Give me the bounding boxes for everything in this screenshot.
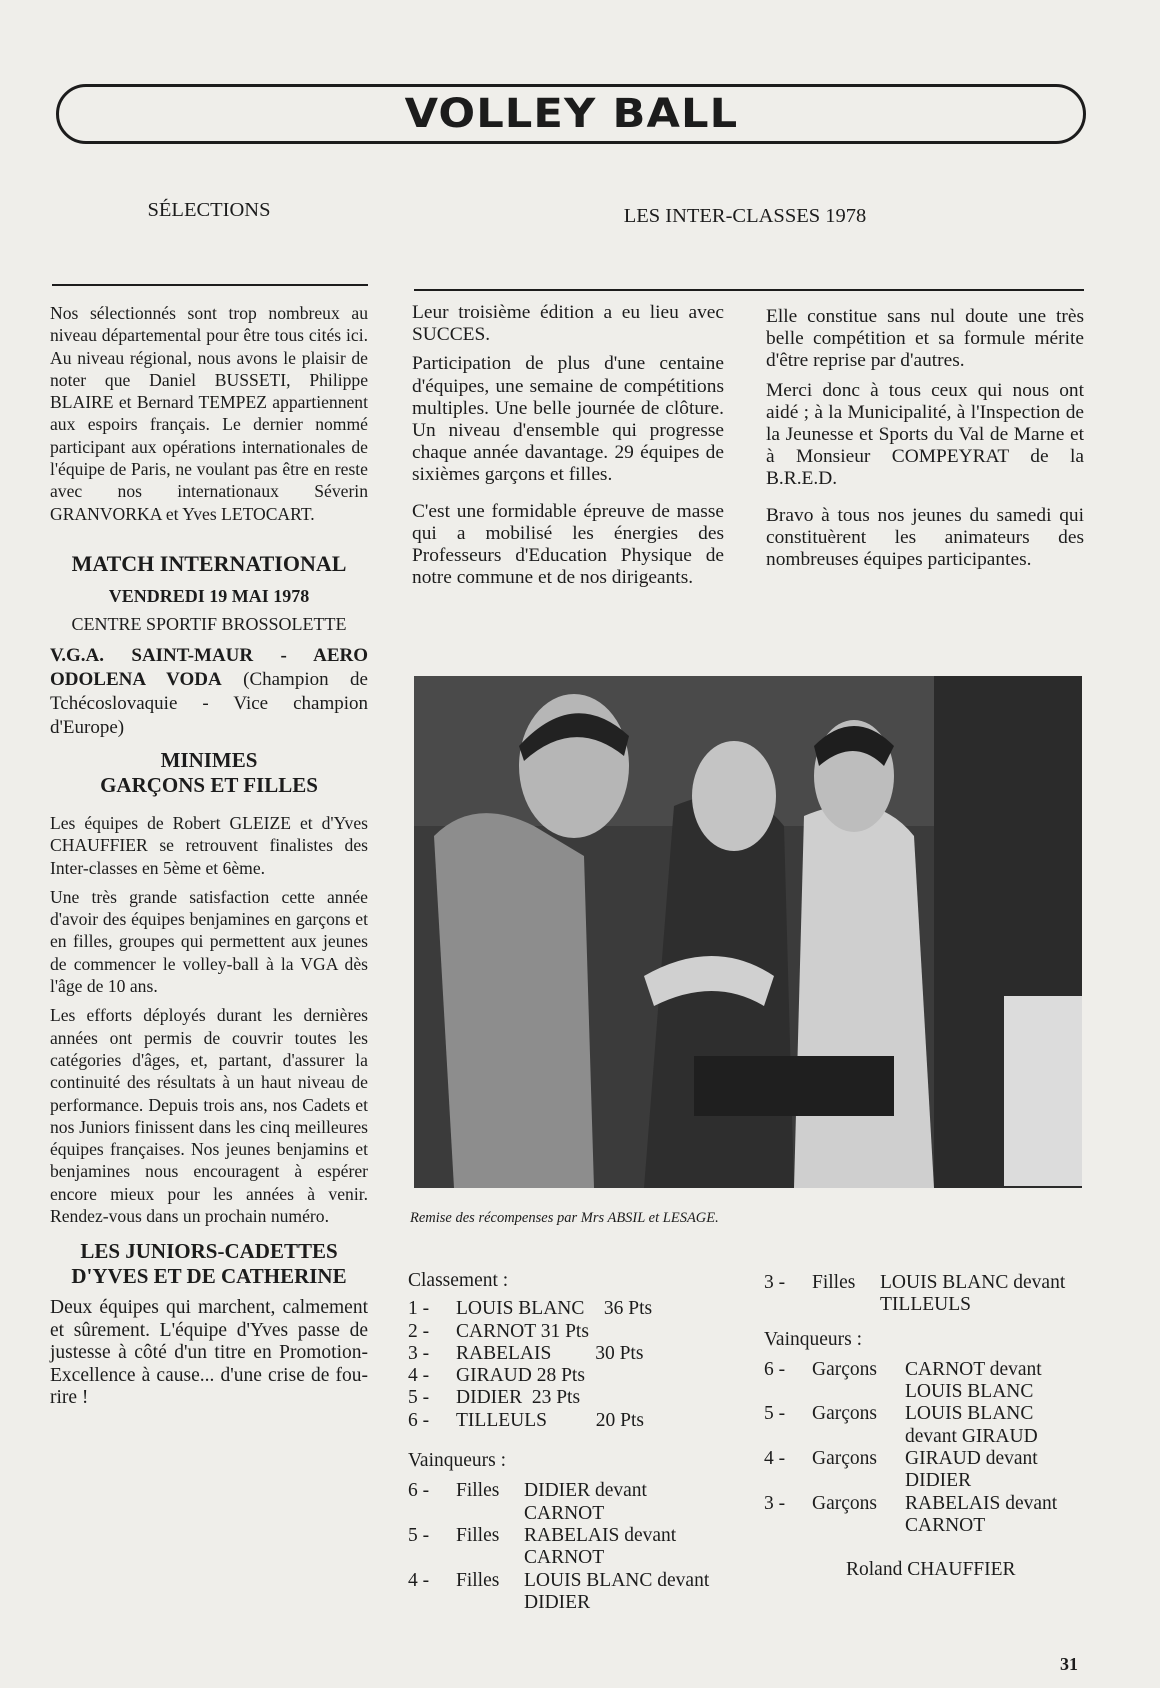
left-column <box>50 198 368 222</box>
winner-rank: 3 - <box>764 1492 786 1514</box>
winner-text: LOUIS BLANC devant DIDIER <box>524 1569 710 1613</box>
inter-c1-p1: Leur troisième édition a eu lieu avec SUCCES. <box>412 302 724 346</box>
results-left <box>408 1270 728 1614</box>
inter-c2-p2: Merci donc à tous ceux qui nous ont aidé ; à la Municipalité, à l'Inspection de la Jeunesse et Sports du Val de Marne et à Monsieur COMPEYRAT de la B.R.E.D. <box>766 379 1084 490</box>
winner-row <box>764 1448 1084 1493</box>
winner-category: Garçons <box>812 1448 877 1470</box>
selections-heading: SÉLECTIONS <box>147 199 271 221</box>
vainqueurs-label: Vainqueurs : <box>408 1450 507 1472</box>
classement-row <box>408 1298 728 1320</box>
left-column-body <box>50 302 368 1417</box>
juniors-heading-2: D'YVES ET DE CATHERINE <box>71 1264 347 1289</box>
match-teams-bold: V.G.A. SAINT-MAUR - AERO ODOLENA VODA <box>50 644 368 690</box>
inter-c1-p2: Participation de plus d'une centaine d'équipes, une semaine de compétitions multiples. Une belle journée de clôture. Un niveau d'ensemble qui progresse chaque année davantage. 29 équipes de sixièmes garçons et filles. <box>412 353 724 486</box>
rank: 2 - <box>408 1320 430 1342</box>
winner-category: Filles <box>456 1524 500 1546</box>
inter-c2-p1: Elle constitue sans nul doute une très belle compétition et sa formule mérite d'être reprise par d'autres. <box>766 306 1084 372</box>
inter-heading-rule <box>414 289 1084 291</box>
match-teams <box>50 644 368 740</box>
section-banner <box>56 84 1086 144</box>
photo-illustration <box>414 676 1082 1188</box>
selections-text: Nos sélectionnés sont trop nombreux au niveau départemental pour être tous cités ici. Au niveau régional, nous avons le plaisir de noter que Daniel BUSSETI, Philippe BLAIRE et Bernard TEMPEZ appartiennent aux espoirs français. Le dernier nommé participant aux opérations internationales de l'équipe de Paris, ne voulant pas être en reste avec nos internationaux Séverin GRANVORKA et Yves LETOCART. <box>50 303 368 524</box>
inter-c1-p3-text: C'est une formidable épreuve de masse qui a mobilisé les énergies des Professeurs d'Education Physique de notre commune et de nos dirigeants. <box>412 500 724 589</box>
winner-text: LOUIS BLANC devant GIRAUD <box>905 1403 1038 1447</box>
vainqueurs-label-2: Vainqueurs : <box>764 1328 863 1350</box>
winner-category: Garçons <box>812 1492 877 1514</box>
minimes-p3: Les efforts déployés durant les dernières années ont permis de couvrir toutes les catégories d'âges, et, partant, d'assurer la continuité des résultats à un haut niveau de performance. Depuis trois ans, nos Cadets et nos Juniors finissent dans les cinq meilleures équipes françaises. Nos jeunes benjamins et benjamines nous encouragent à espérer encore mieux pour les années à venir. Rendez-vous dans un prochain numéro. <box>50 1005 368 1227</box>
rank-team: LOUIS BLANC 36 Pts <box>456 1298 653 1320</box>
inter-heading: LES INTER-CLASSES 1978 <box>623 205 867 227</box>
match-desc: (Champion de Tchécoslovaquie - Vice champion d'Europe) <box>50 668 368 738</box>
inter-c1-p3 <box>412 501 724 590</box>
classement-row <box>408 1410 728 1432</box>
winner-rank: 5 - <box>408 1524 430 1546</box>
rank-team: RABELAIS 30 Pts <box>456 1342 644 1364</box>
page-number: 31 <box>1060 1654 1078 1674</box>
winner-text: LOUIS BLANC devant TILLEULS <box>880 1272 1066 1316</box>
minimes-heading: MINIMES <box>160 747 258 772</box>
juniors-heading: LES JUNIORS-CADETTES <box>80 1239 338 1264</box>
winner-text: CARNOT devant LOUIS BLANC <box>905 1358 1042 1403</box>
signature: Roland CHAUFFIER <box>846 1559 1016 1581</box>
winner-text: GIRAUD devant DIDIER <box>905 1448 1038 1492</box>
section-title: VOLLEY BALL <box>404 91 738 137</box>
match-heading: MATCH INTERNATIONAL <box>71 550 347 576</box>
winner-row <box>764 1272 1084 1317</box>
juniors-text: Deux équipes qui marchent, calmement et sûrement. L'équipe d'Yves passe de justesse à côté d'un titre en Promotion-Excellence à cause... d'une crise de fou-rire ! <box>50 1297 368 1409</box>
rank-team: DIDIER 23 Pts <box>456 1387 581 1409</box>
minimes-p1: Les équipes de Robert GLEIZE et d'Yves CHAUFFIER se retrouvent finalistes des Inter-classes en 5ème et 6ème. <box>50 812 368 878</box>
winner-category: Filles <box>456 1569 500 1591</box>
winner-rank: 4 - <box>408 1569 430 1591</box>
winner-rank: 5 - <box>764 1403 786 1425</box>
match-date: VENDREDI 19 MAI 1978 <box>108 585 310 606</box>
minimes-heading-2: GARÇONS ET FILLES <box>100 772 318 797</box>
winner-category: Garçons <box>812 1358 877 1380</box>
classement-row <box>408 1343 728 1365</box>
classement-row <box>408 1387 728 1409</box>
winner-rank: 6 - <box>408 1480 430 1502</box>
winner-rank: 4 - <box>764 1448 786 1470</box>
inter-heading-block <box>412 204 1078 228</box>
winner-row <box>408 1480 728 1525</box>
results-right <box>764 1272 1084 1582</box>
classement-row <box>408 1365 728 1387</box>
photo-caption: Remise des récompenses par Mrs ABSIL et LESAGE. <box>410 1210 719 1226</box>
winner-text: RABELAIS devant CARNOT <box>905 1492 1058 1536</box>
winner-category: Garçons <box>812 1403 877 1425</box>
inter-c2-p3: Bravo à tous nos jeunes du samedi qui constituèrent les animateurs des nombreuses équipes participantes. <box>766 504 1084 571</box>
rank-team: CARNOT 31 Pts <box>456 1320 589 1342</box>
rank: 4 - <box>408 1365 430 1387</box>
winner-row <box>764 1493 1084 1538</box>
classement-label: Classement : <box>408 1270 509 1291</box>
rank: 5 - <box>408 1387 430 1409</box>
winner-rank: 6 - <box>764 1358 786 1380</box>
rank-team: TILLEULS 20 Pts <box>456 1409 644 1431</box>
winner-rank: 3 - <box>764 1272 786 1293</box>
rank: 6 - <box>408 1409 430 1431</box>
winner-category: Filles <box>456 1480 500 1502</box>
winner-category: Filles <box>812 1272 856 1293</box>
rank-team: GIRAUD 28 Pts <box>456 1365 585 1387</box>
classement-row <box>408 1321 728 1343</box>
rank: 3 - <box>408 1342 430 1364</box>
minimes-p2: Une très grande satisfaction cette année d'avoir des équipes benjamines en garçons et en filles, groupes qui permettent aux jeunes de commencer le volley-ball à la VGA dès l'âge de 10 ans. <box>50 886 368 997</box>
winner-row <box>408 1570 728 1615</box>
inter-column-2 <box>766 306 1084 578</box>
award-photo <box>414 676 1082 1188</box>
left-heading-rule <box>52 284 368 286</box>
winner-text: RABELAIS devant CARNOT <box>524 1524 677 1569</box>
winner-row <box>408 1525 728 1570</box>
rank: 1 - <box>408 1298 430 1320</box>
match-place: CENTRE SPORTIF BROSSOLETTE <box>71 613 347 634</box>
winner-text: DIDIER devant CARNOT <box>524 1480 647 1524</box>
inter-column-1 <box>412 302 724 596</box>
winner-row <box>764 1403 1084 1448</box>
winner-row <box>764 1359 1084 1404</box>
